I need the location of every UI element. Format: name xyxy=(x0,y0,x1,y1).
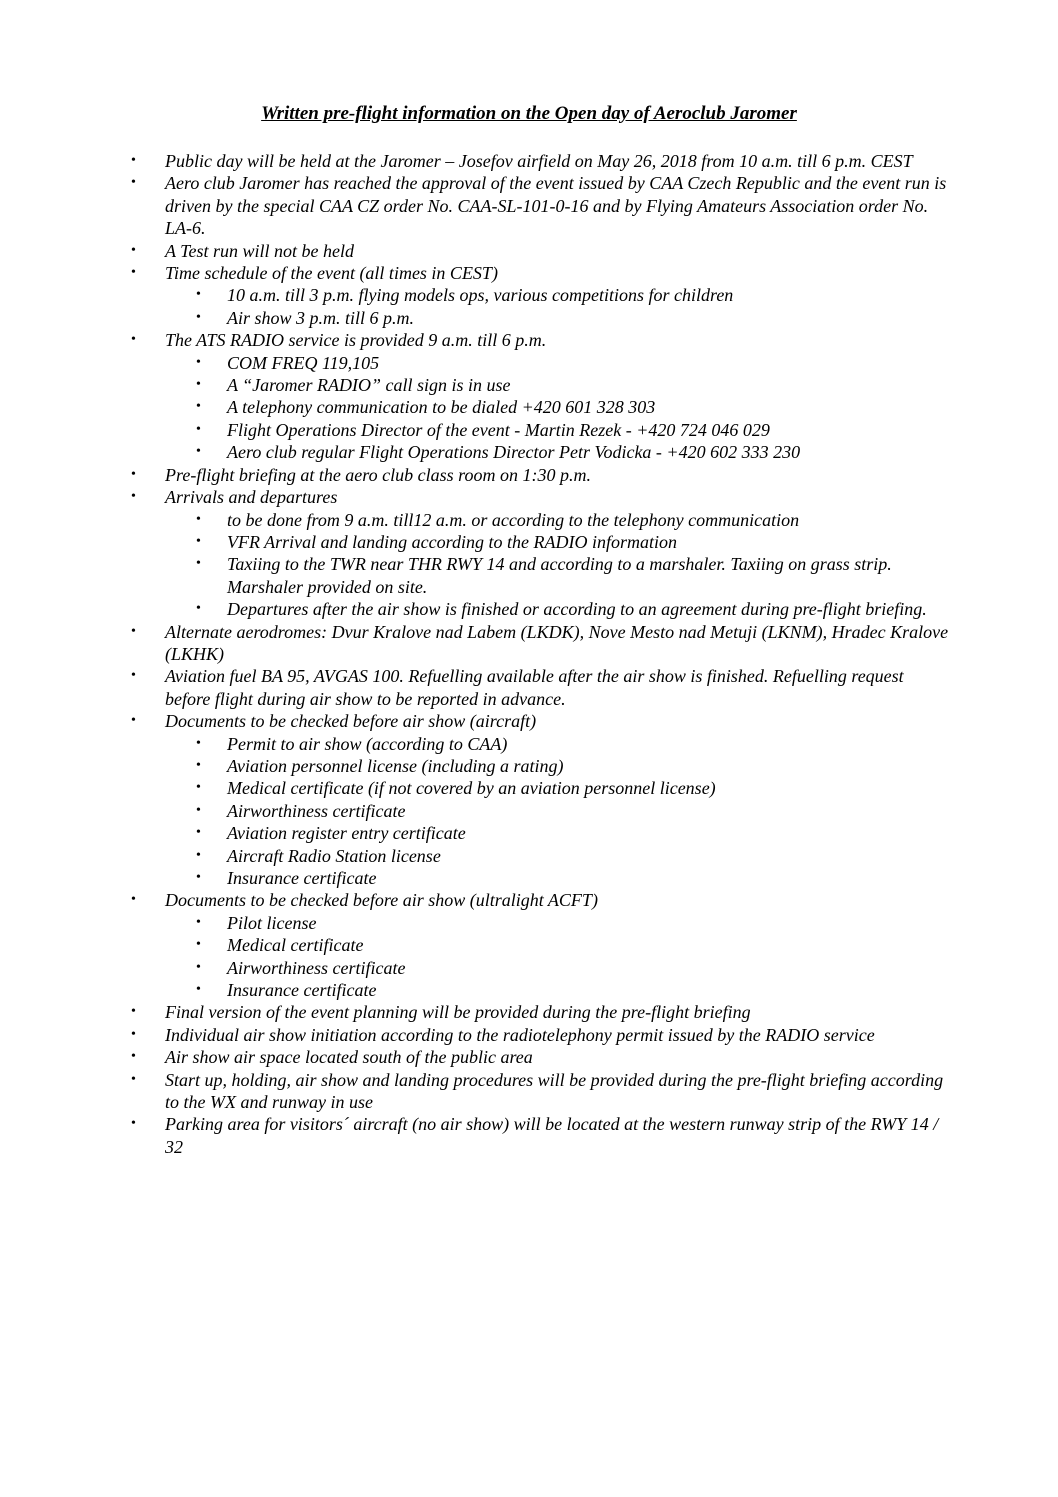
list-item-text: Individual air show initiation according to the radiotelephony permit issued by the RADIO service xyxy=(165,1024,875,1045)
list-item-text: Start up, holding, air show and landing procedures will be provided during the pre-flight briefing according to the WX and runway in use xyxy=(165,1069,944,1113)
bullet-icon: • xyxy=(196,309,201,325)
bullet-icon: • xyxy=(196,399,201,415)
bullet-icon: • xyxy=(131,489,136,505)
list-item-text: Final version of the event planning will be provided during the pre-flight briefing xyxy=(165,1002,751,1023)
bullet-icon: • xyxy=(196,421,201,437)
bullet-icon: • xyxy=(196,802,201,818)
bullet-icon: • xyxy=(131,713,136,729)
list-item-text: Alternate aerodromes: Dvur Kralove nad Labem (LKDK), Nove Mesto nad Metuji (LKNM), Hradec Kralove (LKHK) xyxy=(165,621,949,664)
sub-list-item-text: COM FREQ 119,105 xyxy=(227,352,380,373)
sub-list-item-text: A telephony communication to be dialed +420 601 328 303 xyxy=(227,397,656,418)
list-item xyxy=(0,621,1058,666)
sub-list-item-text: A “Jaromer RADIO” call sign is in use xyxy=(227,375,511,396)
bullet-icon: • xyxy=(196,825,201,841)
bullet-icon: • xyxy=(131,892,136,908)
sub-list-item xyxy=(165,822,953,844)
bullet-icon: • xyxy=(131,153,136,168)
list-item-text: Parking area for visitors´ aircraft (no air show) will be located at the western runway strip of the RWY 14 / 32 xyxy=(165,1114,939,1157)
list-item xyxy=(0,464,1058,486)
sub-list-item xyxy=(165,441,953,463)
sub-list-item xyxy=(165,509,953,531)
list-item-text: Public day will be held at the Jaromer – Josefov airfield on May 26, 2018 from 10 a.m. till 6 p.m. CEST xyxy=(165,151,913,171)
sub-list-item-text: Medical certificate (if not covered by an aviation personnel license) xyxy=(227,778,716,799)
sub-list-item-text: Aircraft Radio Station license xyxy=(227,845,441,866)
sub-list-item-text: Aero club regular Flight Operations Director Petr Vodicka - +420 602 333 230 xyxy=(227,442,801,463)
list-item-text: Aero club Jaromer has reached the approval of the event issued by CAA Czech Republic and the event run is driven by the special CAA CZ order No. CAA-SL-101-0-16 and by Flying Amateurs Association order No. LA-6. xyxy=(165,173,947,239)
sub-list-item xyxy=(165,845,953,867)
list-item xyxy=(0,1001,1058,1023)
list-item-text: A Test run will not be held xyxy=(165,240,355,261)
bullet-icon: • xyxy=(196,937,201,953)
bullet-icon: • xyxy=(196,556,201,572)
sub-list-item xyxy=(165,733,953,755)
bullet-icon: • xyxy=(196,511,201,527)
bullet-icon: • xyxy=(131,242,136,258)
sub-list-item xyxy=(165,396,953,418)
list-item xyxy=(0,665,1058,710)
bullet-icon: • xyxy=(196,444,201,460)
bullet-icon: • xyxy=(196,914,201,930)
sub-list xyxy=(165,509,953,621)
list-item-text: Arrivals and departures xyxy=(165,487,338,508)
list-item xyxy=(0,329,1058,463)
bullet-icon: • xyxy=(196,959,201,975)
sub-list-item-text: Air show 3 p.m. till 6 p.m. xyxy=(227,307,415,328)
sub-list-item-text: Airworthiness certificate xyxy=(227,800,406,821)
sub-list-item xyxy=(165,777,953,799)
sub-list-item-text: to be done from 9 a.m. till12 a.m. or according to the telephony communication xyxy=(227,509,800,530)
sub-list-item-text: Departures after the air show is finished or according to an agreement during pre-flight briefing. xyxy=(227,599,927,620)
sub-list-item xyxy=(165,755,953,777)
sub-list-item-text: Permit to air show (according to CAA) xyxy=(227,733,508,754)
sub-list-item-text: Insurance certificate xyxy=(227,868,377,888)
list-item xyxy=(0,1024,1058,1046)
sub-list-item xyxy=(165,800,953,822)
list-item xyxy=(0,486,1058,620)
list-item-text: Time schedule of the event (all times in CEST) xyxy=(165,263,498,284)
sub-list-item xyxy=(165,284,953,306)
sub-list-item-text: Insurance certificate xyxy=(227,980,377,1001)
list-item xyxy=(0,710,1058,889)
sub-list-item-text: Aviation personnel license (including a rating) xyxy=(227,755,564,776)
sub-list-item xyxy=(165,957,953,979)
list-item xyxy=(0,889,1058,1001)
document-title: Written pre-flight information on the Open day of Aeroclub Jaromer xyxy=(261,103,797,124)
bullet-icon: • xyxy=(131,466,136,482)
bullet-icon: • xyxy=(131,1116,136,1132)
sub-list-item xyxy=(165,374,953,396)
bullet-icon: • xyxy=(131,332,136,348)
sub-list-item-text: Medical certificate xyxy=(227,935,364,956)
sub-list-item xyxy=(165,934,953,956)
bullet-icon: • xyxy=(196,780,201,796)
bullet-icon: • xyxy=(196,354,201,370)
list-item xyxy=(0,150,1058,172)
sub-list-item xyxy=(165,598,953,620)
bullet-icon: • xyxy=(196,757,201,773)
sub-list-item-text: VFR Arrival and landing according to the RADIO information xyxy=(227,531,677,552)
list-item-text: Pre-flight briefing at the aero club class room on 1:30 p.m. xyxy=(165,464,591,485)
bullet-icon: • xyxy=(131,265,136,281)
bullet-icon: • xyxy=(131,1026,136,1042)
sub-list-item-text: Taxiing to the TWR near THR RWY 14 and according to a marshaler. Taxiing on grass strip. Marshaler provided on site. xyxy=(227,554,892,597)
bullet-icon: • xyxy=(131,1049,136,1065)
sub-list-item xyxy=(165,307,953,329)
list-item xyxy=(0,1069,1058,1114)
sub-list-item xyxy=(165,912,953,934)
list-item-text: Documents to be checked before air show (aircraft) xyxy=(165,711,537,732)
bullet-icon: • xyxy=(196,870,201,885)
sub-list-item-text: Pilot license xyxy=(227,912,317,933)
bullet-icon: • xyxy=(196,982,201,998)
list-item-text: The ATS RADIO service is provided 9 a.m. till 6 p.m. xyxy=(165,330,547,351)
bullet-icon: • xyxy=(196,377,201,393)
sub-list-item xyxy=(165,419,953,441)
list-item-text: Documents to be checked before air show (ultralight ACFT) xyxy=(165,890,598,911)
list-item xyxy=(0,172,1058,239)
sub-list-item xyxy=(165,531,953,553)
bullet-icon: • xyxy=(131,668,136,684)
sub-list xyxy=(165,352,953,464)
list-item-text: Aviation fuel BA 95, AVGAS 100. Refuelling available after the air show is finished. Refuelling request before flight during air show to be reported in advance. xyxy=(165,666,904,709)
sub-list xyxy=(165,733,953,890)
bullet-icon: • xyxy=(131,1004,136,1020)
list-item xyxy=(0,1046,1058,1068)
sub-list-item-text: Airworthiness certificate xyxy=(227,957,406,978)
bullet-icon: • xyxy=(196,847,201,863)
bullet-icon: • xyxy=(131,175,136,191)
sub-list xyxy=(165,912,953,1002)
list-item xyxy=(0,262,1058,329)
bullet-icon: • xyxy=(196,533,201,549)
info-list xyxy=(0,150,1058,1158)
bullet-icon: • xyxy=(131,623,136,639)
list-item xyxy=(0,1113,1058,1158)
sub-list-item xyxy=(165,979,953,1001)
bullet-icon: • xyxy=(131,1071,136,1087)
sub-list-item xyxy=(165,553,953,598)
bullet-icon: • xyxy=(196,287,201,303)
list-item-text: Air show air space located south of the public area xyxy=(165,1047,533,1068)
sub-list-item xyxy=(165,352,953,374)
list-item xyxy=(0,240,1058,262)
sub-list xyxy=(165,284,953,329)
sub-list-item-text: Aviation register entry certificate xyxy=(227,823,466,844)
sub-list-item-text: Flight Operations Director of the event - Martin Rezek - +420 724 046 029 xyxy=(227,419,770,440)
sub-list-item-text: 10 a.m. till 3 p.m. flying models ops, various competitions for children xyxy=(227,285,734,306)
bullet-icon: • xyxy=(196,735,201,751)
bullet-icon: • xyxy=(196,601,201,617)
sub-list-item xyxy=(165,867,953,889)
